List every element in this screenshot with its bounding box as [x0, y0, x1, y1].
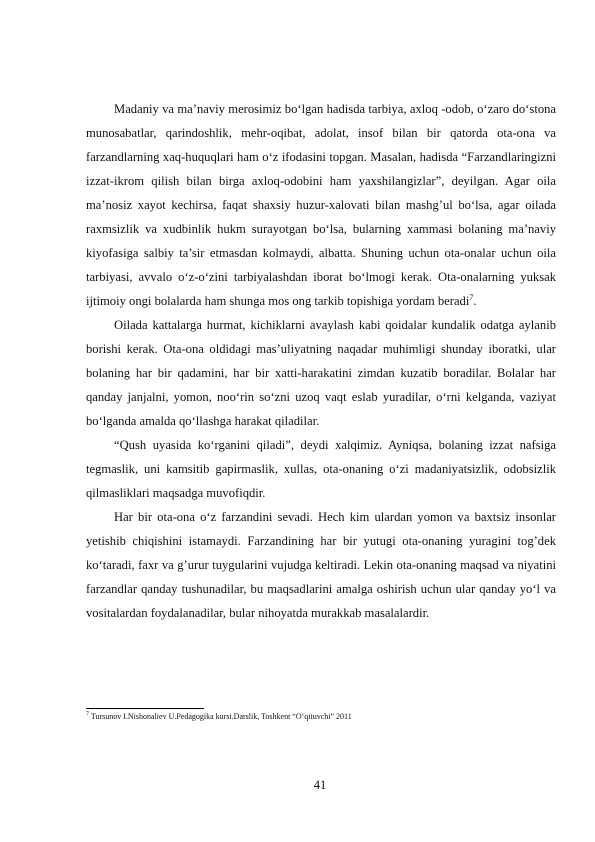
page-number: 41 [313, 778, 327, 792]
paragraph-1-tail: . [473, 294, 477, 308]
paragraph-1 [86, 97, 556, 313]
footnote [86, 711, 556, 723]
footnote-divider [86, 708, 204, 709]
footnote-reference: 7 [469, 292, 474, 302]
paragraph-1-text: Madaniy va ma’naviy merosimiz bo‘lgan hadisda tarbiya, axloq -odob, o‘zaro do‘stona munosabatlar, qarindoshlik, mehr-oqibat, adolat, insof bilan bir qatorda ota-ona va farzandlarning xaq-huquqlari ham o‘z ifodasini topgan. Masalan, hadisda “Farzandlaringizni izzat-ikrom qilish bilan birga axloq-odobini ham yaxshilangizlar”, deyilgan. Agar oila ma’nosiz xayot kechirsa, faqat shaxsiy huzur-xalovati bilan mashg’ul bo‘lsa, agar oilada raxmsizlik va xudbinlik hukm surayotgan bo‘lsa, bularning xammasi bolaning ma’naviy kiyofasiga salbiy ta’sir etmasdan kolmaydi, albatta. Shuning uchun ota-onalar uchun oila tarbiyasi, avvalo o‘z-o‘zini tarbiyalashdan iborat bo‘lmogi kerak. Ota-onalarning yuksak ijtimoiy ongi bolalarda ham shunga mos ong tarkib topishiga yordam beradi [86, 102, 556, 308]
footnote-text: Tursunov I.Nishonaliev U.Pedagogika kursi.Darslik, Toshkent “O‘qituvchi” 2011 [89, 712, 352, 721]
body-text [86, 97, 556, 625]
paragraph-4: Har bir ota-ona o‘z farzandini sevadi. Hech kim ulardan yomon va baxtsiz insonlar yetishib chiqishini istamaydi. Farzandining har bir yutugi ota-onaning yuragini tog’dek ko‘taradi, faxr va g’urur tuygularini vujudga keltiradi. Lekin ota-onaning maqsad va niyatini farzandlar qanday tushunadilar, bu maqsadlarini amalga oshirish uchun ular qanday yo‘l va vositalardan foydalanadilar, bular nihoyatda murakkab masalalardir. [86, 510, 556, 620]
paragraph-2: Oilada kattalarga hurmat, kichiklarni avaylash kabi qoidalar kundalik odatga aylanib borishi kerak. Ota-ona oldidagi mas’uliyatning naqadar muhimligi shunday iboratki, ular bolaning har bir qadamini, har bir xatti-harakatini zimdan kuzatib boradilar. Bolalar har qanday janjalni, yomon, noo‘rin so‘zni uzoq vaqt eslab yuradilar, o‘rni kelganda, vaziyat bo‘lganda amalda qo‘llashga harakat qiladilar. [86, 318, 556, 428]
footnote-mark: 7 [86, 711, 89, 718]
paragraph-3: “Qush uyasida ko‘rganini qiladi”, deydi xalqimiz. Ayniqsa, bolaning izzat nafsiga tegmaslik, uni kamsitib gapirmaslik, xullas, ota-onaning o‘zi madaniyatsizlik, odobsizlik qilmasliklari maqsadga muvofiqdir. [86, 438, 556, 500]
